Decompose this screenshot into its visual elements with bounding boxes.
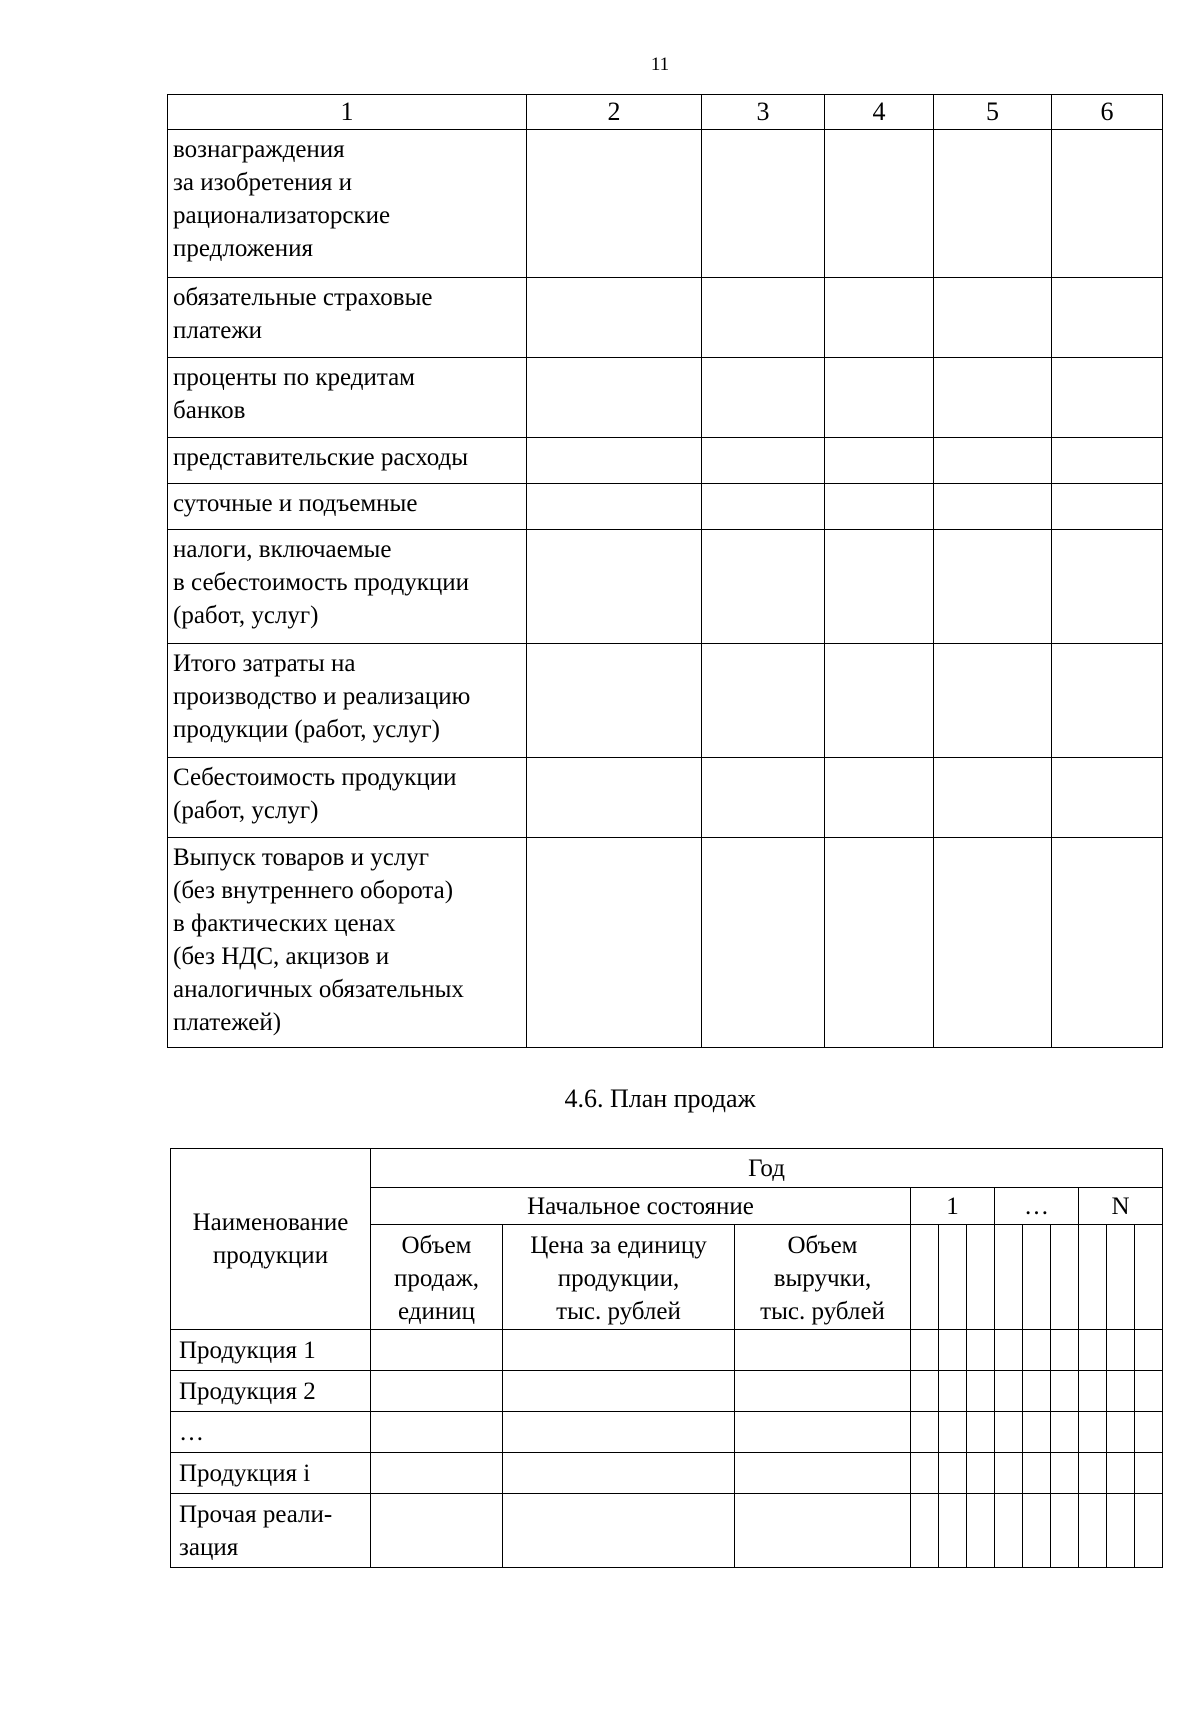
empty-cell (702, 644, 825, 758)
empty-cell (527, 130, 702, 278)
empty-cell (371, 1453, 503, 1494)
empty-cell (1079, 1330, 1107, 1371)
empty-cell (702, 530, 825, 644)
empty-cell (1079, 1412, 1107, 1453)
table-row (168, 358, 1163, 438)
product-name-header: Наименование продукции (171, 1149, 371, 1330)
empty-cell (527, 438, 702, 484)
empty-cell (967, 1494, 995, 1568)
empty-cell (825, 530, 934, 644)
empty-cell (995, 1371, 1023, 1412)
empty-cell (939, 1412, 967, 1453)
empty-cell (934, 130, 1052, 278)
empty-cell (911, 1371, 939, 1412)
empty-cell (503, 1412, 735, 1453)
empty-cell (825, 838, 934, 1048)
empty-cell (934, 530, 1052, 644)
column-header: 3 (702, 95, 825, 130)
empty-cell (527, 484, 702, 530)
column-header: 1 (168, 95, 527, 130)
empty-cell (371, 1412, 503, 1453)
empty-cell (825, 644, 934, 758)
empty-cell (825, 438, 934, 484)
empty-cell (1051, 1453, 1079, 1494)
empty-cell (1023, 1412, 1051, 1453)
empty-cell (702, 484, 825, 530)
empty-cell (527, 838, 702, 1048)
cost-table-header-row (168, 95, 1163, 130)
table-row (168, 758, 1163, 838)
empty-cell (1135, 1412, 1163, 1453)
row-label: Итого затраты на производство и реализацию продукции (работ, услуг) (168, 644, 527, 758)
empty-cell (825, 758, 934, 838)
table-row (168, 278, 1163, 358)
empty-cell (939, 1225, 967, 1330)
empty-cell (1107, 1412, 1135, 1453)
empty-cell (1052, 758, 1163, 838)
row-label: Выпуск товаров и услуг (без внутреннего оборота) в фактических ценах (без НДС, акцизов и аналогичных обязательных платежей) (168, 838, 527, 1048)
row-label: суточные и подъемные (168, 484, 527, 530)
empty-cell (1079, 1494, 1107, 1568)
section-title: 4.6. План продаж (564, 1084, 756, 1113)
empty-cell (939, 1494, 967, 1568)
empty-cell (995, 1453, 1023, 1494)
column-header: 2 (527, 95, 702, 130)
empty-cell (1135, 1494, 1163, 1568)
table-row (168, 530, 1163, 644)
empty-cell (527, 278, 702, 358)
empty-cell (702, 838, 825, 1048)
empty-cell (371, 1330, 503, 1371)
period-header: 1 (911, 1188, 995, 1225)
row-label: вознаграждения за изобретения и рационализаторские предложения (168, 130, 527, 278)
column-header: 6 (1052, 95, 1163, 130)
empty-cell (702, 130, 825, 278)
empty-cell (735, 1412, 911, 1453)
empty-cell (934, 438, 1052, 484)
column-header: 5 (934, 95, 1052, 130)
empty-cell (939, 1453, 967, 1494)
revenue-header: Объем выручки, тыс. рублей (735, 1225, 911, 1330)
empty-cell (1052, 838, 1163, 1048)
empty-cell (911, 1330, 939, 1371)
empty-cell (1051, 1371, 1079, 1412)
empty-cell (1052, 530, 1163, 644)
empty-cell (371, 1494, 503, 1568)
product-label: Прочая реали- зация (171, 1494, 371, 1568)
empty-cell (934, 278, 1052, 358)
empty-cell (995, 1412, 1023, 1453)
empty-cell (967, 1225, 995, 1330)
empty-cell (1079, 1371, 1107, 1412)
period-header: … (995, 1188, 1079, 1225)
product-label: … (171, 1412, 371, 1453)
empty-cell (1051, 1330, 1079, 1371)
empty-cell (1023, 1330, 1051, 1371)
empty-cell (702, 278, 825, 358)
empty-cell (967, 1453, 995, 1494)
empty-cell (1135, 1371, 1163, 1412)
empty-cell (527, 530, 702, 644)
empty-cell (825, 278, 934, 358)
empty-cell (735, 1330, 911, 1371)
empty-cell (934, 838, 1052, 1048)
empty-cell (1051, 1494, 1079, 1568)
sales-volume-header: Объем продаж, единиц (371, 1225, 503, 1330)
empty-cell (911, 1225, 939, 1330)
empty-cell (825, 130, 934, 278)
empty-cell (1107, 1330, 1135, 1371)
initial-state-header: Начальное состояние (371, 1188, 911, 1225)
empty-cell (702, 358, 825, 438)
empty-cell (702, 438, 825, 484)
empty-cell (995, 1330, 1023, 1371)
empty-cell (1052, 644, 1163, 758)
row-label: Себестоимость продукции (работ, услуг) (168, 758, 527, 838)
empty-cell (934, 358, 1052, 438)
row-label: обязательные страховые платежи (168, 278, 527, 358)
table-row (168, 644, 1163, 758)
empty-cell (1023, 1225, 1051, 1330)
table-row (168, 484, 1163, 530)
period-header: N (1079, 1188, 1163, 1225)
empty-cell (911, 1453, 939, 1494)
table-row (168, 130, 1163, 278)
table-row (171, 1453, 1163, 1494)
empty-cell (967, 1412, 995, 1453)
table-row (171, 1330, 1163, 1371)
table-row (171, 1412, 1163, 1453)
empty-cell (1135, 1225, 1163, 1330)
empty-cell (1023, 1494, 1051, 1568)
empty-cell (702, 758, 825, 838)
empty-cell (503, 1371, 735, 1412)
empty-cell (1052, 130, 1163, 278)
empty-cell (1107, 1371, 1135, 1412)
empty-cell (1107, 1225, 1135, 1330)
empty-cell (1052, 278, 1163, 358)
empty-cell (735, 1371, 911, 1412)
empty-cell (1079, 1225, 1107, 1330)
empty-cell (735, 1453, 911, 1494)
empty-cell (527, 644, 702, 758)
empty-cell (1052, 484, 1163, 530)
empty-cell (735, 1494, 911, 1568)
empty-cell (527, 358, 702, 438)
empty-cell (967, 1371, 995, 1412)
empty-cell (825, 484, 934, 530)
empty-cell (1023, 1453, 1051, 1494)
unit-price-header: Цена за единицу продукции, тыс. рублей (503, 1225, 735, 1330)
empty-cell (995, 1494, 1023, 1568)
empty-cell (371, 1371, 503, 1412)
product-label: Продукция i (171, 1453, 371, 1494)
empty-cell (939, 1330, 967, 1371)
empty-cell (967, 1330, 995, 1371)
row-label: проценты по кредитам банков (168, 358, 527, 438)
empty-cell (995, 1225, 1023, 1330)
page-number: 11 (650, 54, 670, 75)
empty-cell (911, 1412, 939, 1453)
row-label: налоги, включаемые в себестоимость продукции (работ, услуг) (168, 530, 527, 644)
empty-cell (1051, 1225, 1079, 1330)
empty-cell (934, 758, 1052, 838)
empty-cell (934, 644, 1052, 758)
empty-cell (1079, 1453, 1107, 1494)
year-header: Год (371, 1149, 1163, 1188)
cost-table (167, 94, 1163, 1048)
table-row (168, 838, 1163, 1048)
column-header: 4 (825, 95, 934, 130)
empty-cell (911, 1494, 939, 1568)
empty-cell (1135, 1453, 1163, 1494)
empty-cell (1051, 1412, 1079, 1453)
table-row (168, 438, 1163, 484)
empty-cell (503, 1453, 735, 1494)
sales-plan-table (170, 1148, 1163, 1568)
empty-cell (934, 484, 1052, 530)
empty-cell (825, 358, 934, 438)
empty-cell (503, 1330, 735, 1371)
empty-cell (1107, 1453, 1135, 1494)
empty-cell (1052, 358, 1163, 438)
empty-cell (939, 1371, 967, 1412)
row-label: представительские расходы (168, 438, 527, 484)
table-row (171, 1494, 1163, 1568)
empty-cell (1107, 1494, 1135, 1568)
product-label: Продукция 1 (171, 1330, 371, 1371)
empty-cell (1135, 1330, 1163, 1371)
empty-cell (1023, 1371, 1051, 1412)
empty-cell (527, 758, 702, 838)
product-label: Продукция 2 (171, 1371, 371, 1412)
table-row (171, 1371, 1163, 1412)
empty-cell (1052, 438, 1163, 484)
empty-cell (503, 1494, 735, 1568)
